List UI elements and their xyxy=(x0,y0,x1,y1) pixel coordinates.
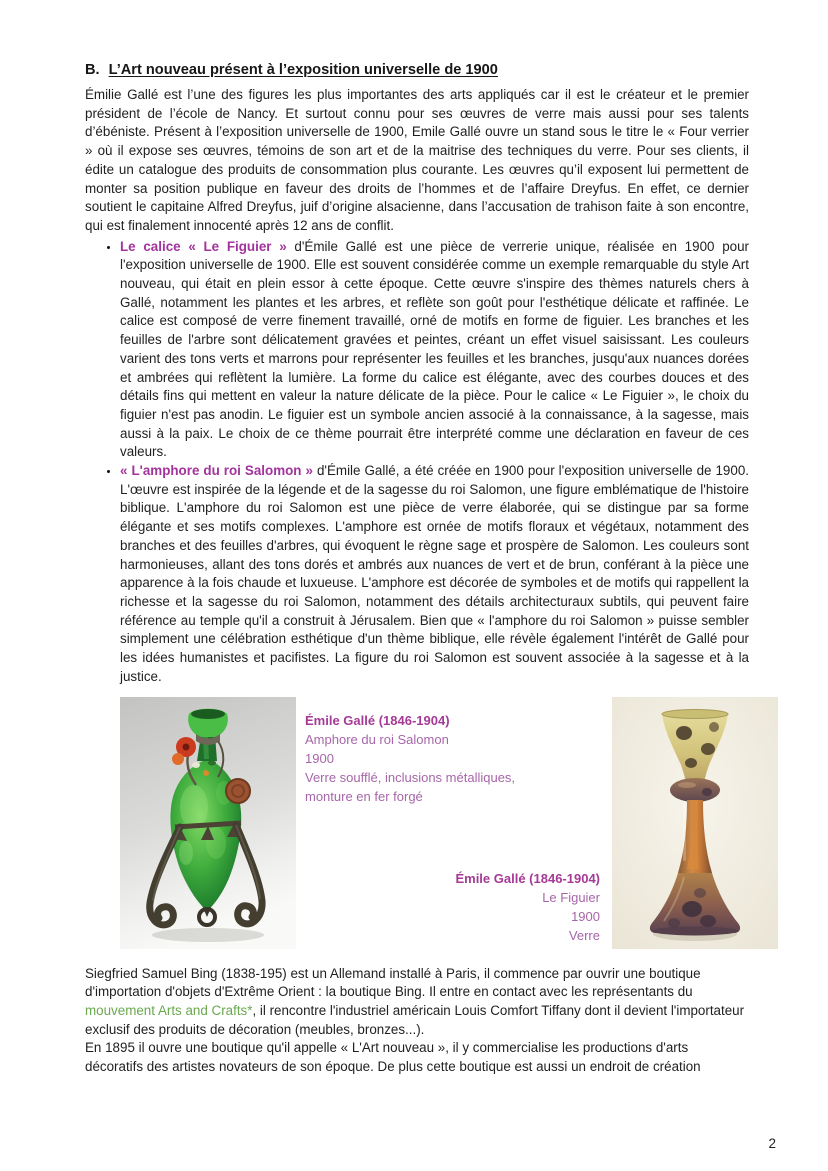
amphora-caption-title: Amphore du roi Salomon xyxy=(305,731,449,747)
figuier-caption-year: 1900 xyxy=(571,908,600,924)
amphora-caption-material-1: Verre soufflé, inclusions métalliques, xyxy=(305,769,516,785)
intro-paragraph: Émilie Gallé est l’une des figures les plus importantes des arts appliqués car il est le créateur et le premier président de l’école de Nancy. Et surtout connu pour ses œuvres de verre mais aussi pour ses talents d’ébéniste. Présent à l’exposition universelle de 1900, Emile Gallé ouvre un stand sous le titre le « Four verrier » où il expose ses œuvres, témoins de son art et de la maitrise des techniques du verre. Pour ses clients, il édite un catalogue des produits de consommation plus courante. Les œuvres qu’il exposent lui permettent de monter sa position publique en faveur des droits de l’hommes et de l’affaire Dreyfus. En effet, ce dernier soutient le capitaine Alfred Dreyfus, juif d’origine alsacienne, dans l’accusation de trahison faite à son encontre, qui est finalement innocenté après 12 ans de conflit. xyxy=(85,87,749,233)
bullet-heading-amphore: « L'amphore du roi Salomon » xyxy=(120,463,313,479)
section-title: L’Art nouveau présent à l’exposition universelle de 1900 xyxy=(108,62,498,78)
figuier-caption xyxy=(455,869,600,945)
figuier-caption-material: Verre xyxy=(568,927,600,943)
section-letter: B. xyxy=(85,62,100,78)
amphora-caption-year: 1900 xyxy=(305,750,334,766)
figures-row xyxy=(85,697,749,949)
bullet-list xyxy=(85,238,749,687)
amphora-caption-material-2: monture en fer forgé xyxy=(305,788,423,804)
document-content xyxy=(85,62,749,1077)
bullet-body-figuier: d'Émile Gallé est une pièce de verrerie unique, réalisée en 1900 pour l'exposition universelle de 1900. Elle est souvent considérée comme un exemple remarquable du style Art nouveau, qui était en plein essor à cette époque. Cette œuvre s'inspire des thèmes naturels chers à Gallé, notamment les plantes et les arbres, et reflète son goût pour l'esthétique délicate et raffinée. Le calice est composé de verre finement travaillé, orné de motifs en forme de figuier. Les branches et les feuilles de l'arbre sont délicatement gravées et peintes, créant un effet visuel saisissant. Les couleurs varient des tons verts et marrons pour représenter les feuilles et les branches, jusqu'aux nuances dorées et ambrées qui reflètent la lumière. La forme du calice est élégante, avec des courbes douces et des détails fins qui mettent en valeur la nature délicate de la pièce. Pour le calice « Le Figuier », le choix du figuier n'est pas anodin. Le figuier est un symbole ancien associé à la connaissance, à la sagesse, mais aussi à la paix. Le choix de ce thème pourrait être interprété comme une déclaration en faveur de ces valeurs. xyxy=(120,238,749,460)
bullet-body-amphore: d'Émile Gallé, a été créée en 1900 pour l'exposition universelle de 1900. L'œuvre est inspirée de la légende et de la sagesse du roi Salomon, une figure emblématique de l'histoire biblique. L'amphore du roi Salomon est une pièce de verre élaborée, qui se distingue par sa forme élégante et ses motifs complexes. L'amphore est ornée de motifs floraux et végétaux, notamment des branches et des feuilles d'arbres, qui évoquent le règne sage et prospère de Salomon. Les couleurs sont harmonieuses, allant des tons dorés et ambrés aux nuances de vert et de brun, conférant à la pièce une apparence à la fois chaude et luxueuse. L'amphore est décorée de symboles et de motifs qui rappellent la richesse et la sagesse du roi Salomon, notamment des détails architecturaux subtils, qui peuvent faire référence au temple qu'il a construit à Jérusalem. Bien que « l'amphore du roi Salomon » puisse sembler simplement une célébration esthétique d'un thème biblique, elle révèle également l'intérêt de Gallé pour les idées humanistes et pacifistes. La figure du roi Salomon est souvent associée à la sagesse et à la justice. xyxy=(120,463,749,684)
amphora-caption xyxy=(305,711,515,806)
arts-and-crafts-link[interactable]: mouvement Arts and Crafts* xyxy=(85,1002,253,1018)
section-heading xyxy=(85,62,749,78)
figuier-caption-title: Le Figuier xyxy=(542,889,600,905)
amphora-caption-artist: Émile Gallé (1846-1904) xyxy=(305,712,450,728)
amphora-photo xyxy=(120,697,296,949)
bing-text-after-link: , il rencontre l'industriel américain Louis Comfort Tiffany dont il devient l'importateur exclusif des produits de décoration (meubles, bronzes...). xyxy=(85,1002,745,1037)
bing-paragraph xyxy=(85,965,749,1040)
bullet-item-calice-figuier xyxy=(120,238,749,462)
bing-text-before-link: Siegfried Samuel Bing (1838-195) est un Allemand installé à Paris, il commence par ouvrir une boutique d'importation d'objets d'Extrême Orient : la boutique Bing. Il entre en contact avec les représentants du xyxy=(85,965,701,1000)
page-number: 2 xyxy=(768,1136,776,1151)
bullet-item-amphore-salomon xyxy=(120,462,749,686)
boutique-paragraph: En 1895 il ouvre une boutique qu'il appelle « L'Art nouveau », il y commercialise les productions d'arts décoratifs des artistes novateurs de son époque. De plus cette boutique est aussi un endroit de création xyxy=(85,1040,701,1075)
closing-paragraphs xyxy=(85,965,749,1077)
figuier-caption-artist: Émile Gallé (1846-1904) xyxy=(455,870,600,886)
figuier-photo xyxy=(612,697,778,949)
bullet-heading-figuier: Le calice « Le Figuier » xyxy=(120,238,287,254)
